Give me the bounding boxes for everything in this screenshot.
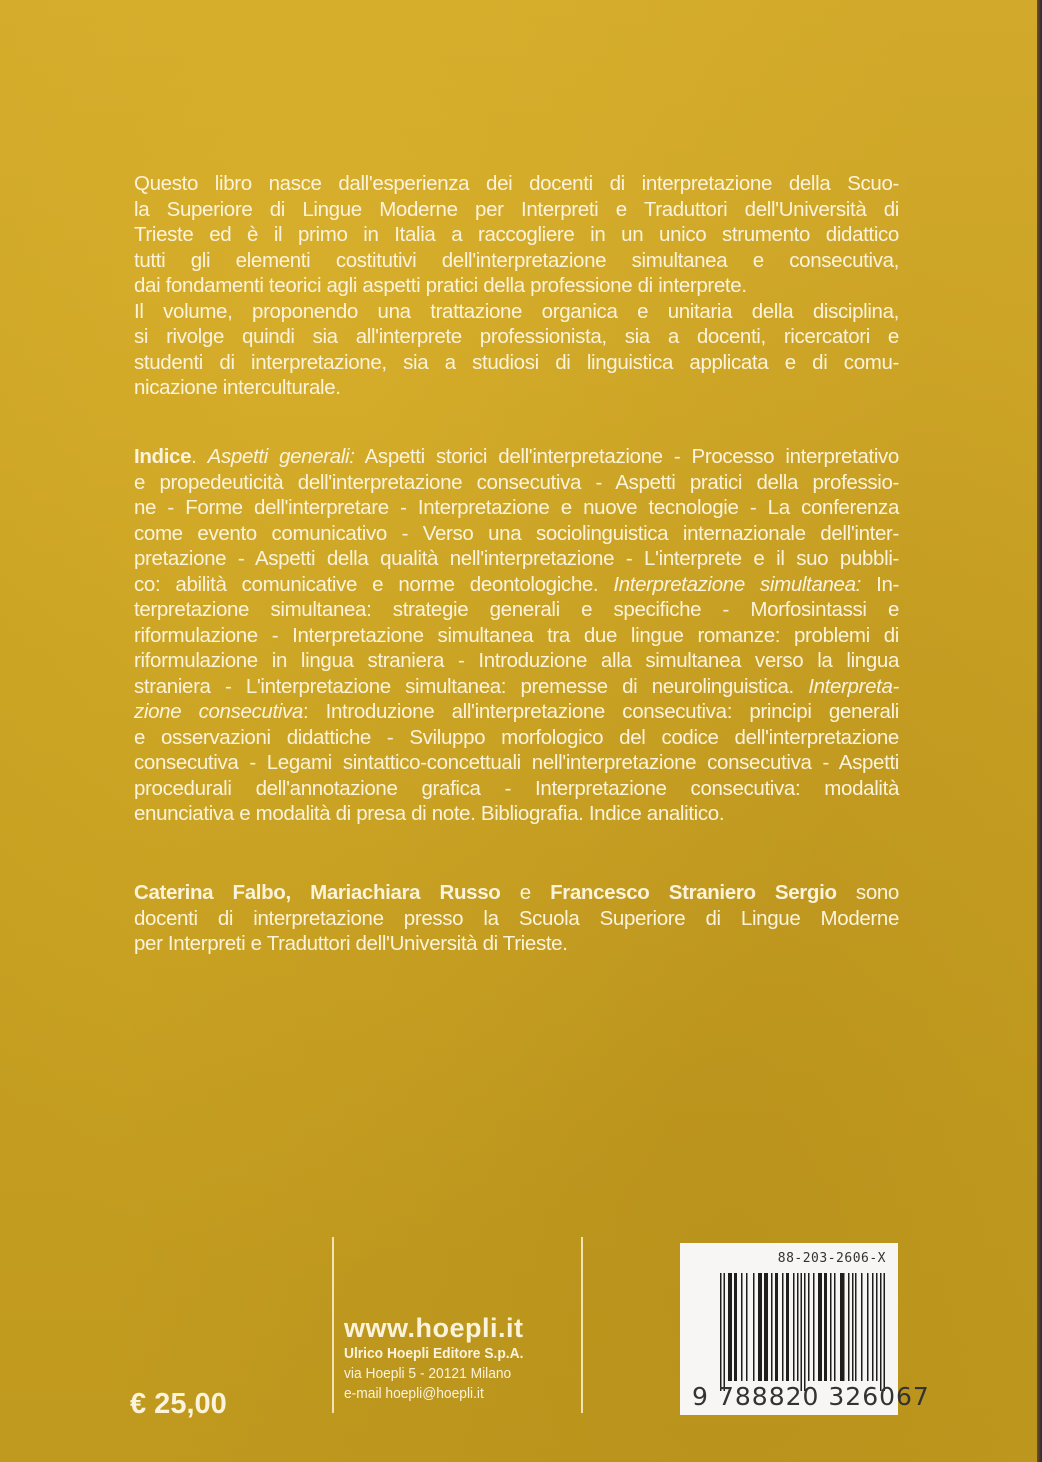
description-line: tutti gli elementi costitutivi dell'interpretazione simultanea e consecutiva, [134, 248, 899, 272]
section-title: Interpreta- [808, 674, 899, 698]
section-title: zione consecutiva [134, 700, 303, 723]
index-line: pretazione - Aspetti della qualità nell'interpretazione - L'interprete e il suo pubbli- [134, 547, 899, 570]
isbn-barcode [680, 1243, 930, 1415]
index-line: come evento comunicativo - Verso una sociolinguistica internazionale dell'inter- [134, 521, 899, 545]
description-line: Questo libro nasce dall'esperienza dei docenti di interpretazione della Scuo- [134, 172, 899, 195]
description-paragraph [134, 171, 899, 401]
cover-edge [1037, 0, 1042, 1462]
author-name: Caterina Falbo [134, 881, 286, 904]
index-line: straniera - L'interpretazione simultanea: premesse di neurolinguistica. Interpreta- [134, 674, 899, 698]
authors-line: Caterina Falbo, Mariachiara Russo e Francesco Straniero Sergio sono [134, 881, 899, 904]
section-title: Aspetti generali: [207, 445, 355, 468]
description-line: Il volume, proponendo una trattazione organica e unitaria della disciplina, [134, 299, 899, 323]
index-line: Indice. Aspetti generali: Aspetti storici dell'interpretazione - Processo interpretativo [134, 445, 899, 468]
table-of-contents [134, 444, 899, 827]
index-line: consecutiva - Legami sintattico-concettuali nell'interpretazione consecutiva - Aspetti [134, 751, 899, 774]
section-title: Interpretazione simultanea: [613, 572, 861, 596]
description-line: la Superiore di Lingue Moderne per Interpreti e Traduttori dell'Università di [134, 197, 899, 221]
publisher-email[interactable]: e-mail hoepli@hoepli.it [344, 1385, 484, 1402]
index-line: zione consecutiva: Introduzione all'interpretazione consecutiva: principi generali [134, 700, 899, 723]
isbn13-label: 9 788820 326067 [692, 1382, 930, 1411]
index-line: terpretazione simultanea: strategie generali e specifiche - Morfosintassi e [134, 598, 899, 621]
index-line: procedurali dell'annotazione grafica - Interpretazione consecutiva: modalità [134, 776, 899, 800]
index-line: e osservazioni didattiche - Sviluppo morfologico del codice dell'interpretazione [134, 725, 899, 749]
description-line: nicazione interculturale. [134, 376, 341, 399]
index-line: e propedeuticità dell'interpretazione consecutiva - Aspetti pratici della professio- [134, 470, 899, 494]
author-name: Mariachiara Russo [310, 881, 501, 904]
publisher-website[interactable]: www.hoepli.it [344, 1313, 524, 1343]
authors-paragraph [134, 880, 899, 957]
description-line: dai fondamenti teorici agli aspetti pratici della professione di interprete. [134, 274, 747, 297]
publisher-name: Ulrico Hoepli Editore S.p.A. [344, 1345, 524, 1362]
index-line: riformulazione in lingua straniera - Introduzione alla simultanea verso la lingua [134, 649, 899, 672]
index-line: enunciativa e modalità di presa di note. Bibliografia. Indice analitico. [134, 802, 725, 825]
index-line: co: abilità comunicative e norme deontologiche. Interpretazione simultanea: In- [134, 572, 899, 596]
index-heading: Indice [134, 445, 192, 468]
index-line: riformulazione - Interpretazione simultanea tra due lingue romanze: problemi di [134, 623, 899, 647]
authors-line: per Interpreti e Traduttori dell'Università di Trieste. [134, 932, 568, 955]
divider-line [332, 1237, 334, 1413]
description-line: studenti di interpretazione, sia a studiosi di linguistica applicata e di comu- [134, 350, 899, 374]
index-line: ne - Forme dell'interpretare - Interpretazione e nuove tecnologie - La conferenza [134, 496, 899, 519]
divider-line [581, 1237, 583, 1413]
barcode-icon [720, 1273, 892, 1391]
publisher-address: via Hoepli 5 - 20121 Milano [344, 1365, 512, 1382]
price-label: € 25,00 [130, 1388, 227, 1420]
description-line: si rivolge quindi sia all'interprete professionista, sia a docenti, ricercatori e [134, 325, 899, 348]
authors-line: docenti di interpretazione presso la Scuola Superiore di Lingue Moderne [134, 906, 899, 930]
isbn10-label: 88-203-2606-X [777, 1251, 886, 1266]
author-name: Francesco Straniero Sergio [550, 881, 837, 904]
description-line: Trieste ed è il primo in Italia a raccogliere in un unico strumento didattico [134, 223, 899, 246]
publisher-info [344, 1312, 539, 1404]
